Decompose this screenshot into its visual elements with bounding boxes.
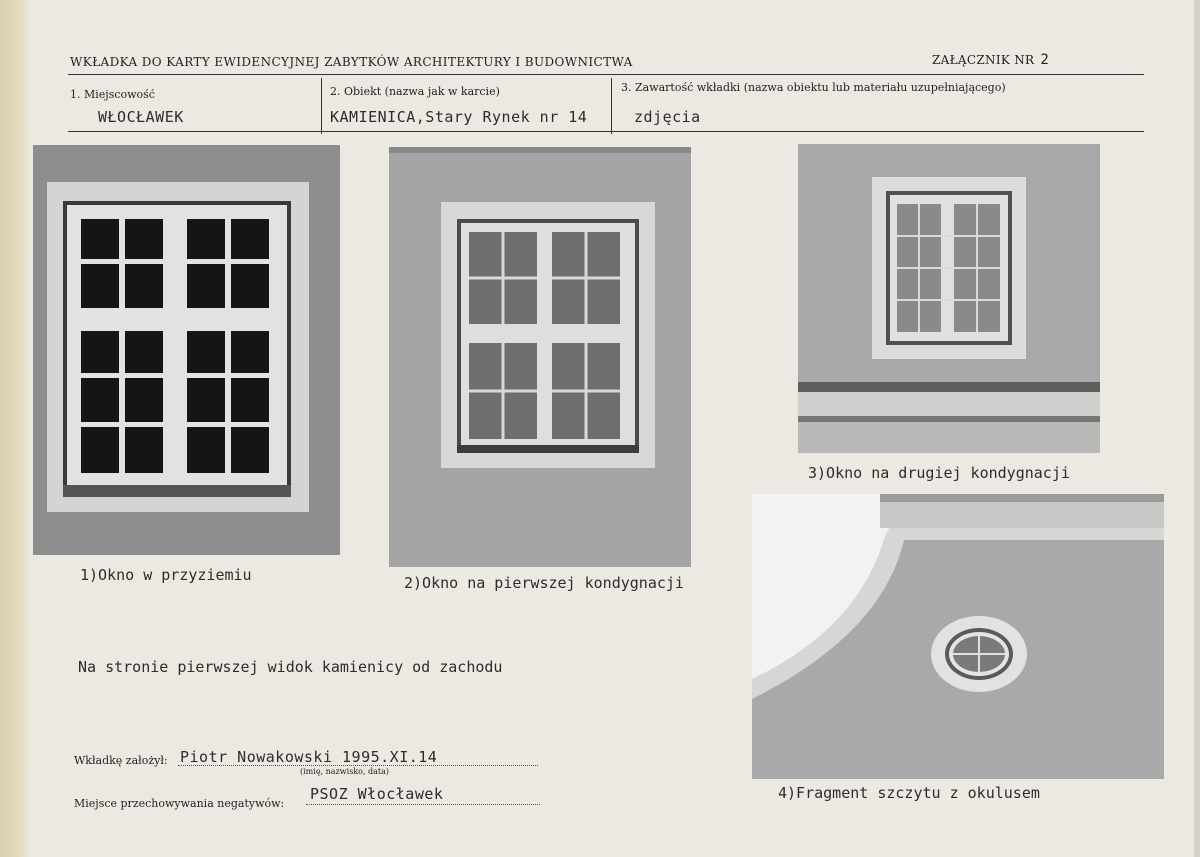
founder-value: Piotr Nowakowski 1995.XI.14 [180, 748, 438, 766]
locality-label: 1. Miejscowość [70, 88, 155, 101]
header-rule-top [68, 74, 1144, 75]
object-label: 2. Obiekt (nazwa jak w karcie) [330, 85, 500, 98]
photo-4-caption: 4)Fragment szczytu z okulusem [778, 784, 1040, 802]
field-divider-1 [321, 78, 322, 134]
object-value: KAMIENICA,Stary Rynek nr 14 [330, 108, 588, 126]
photo-1-ground-floor-window [33, 145, 340, 555]
photo-3-second-floor-window [798, 144, 1100, 453]
content-value: zdjęcia [634, 108, 701, 126]
storage-dotted-line [306, 804, 540, 805]
attachment-label [932, 52, 1049, 68]
header-rule-bottom [68, 131, 1144, 132]
photo-2-caption: 2)Okno na pierwszej kondygnacji [404, 574, 684, 592]
form-title: WKŁADKA DO KARTY EWIDENCYJNEJ ZABYTKÓW ARCHITEKTURY I BUDOWNICTWA [70, 55, 633, 69]
paper-edge-right [1194, 0, 1200, 857]
note-text: Na stronie pierwszej widok kamienicy od zachodu [78, 658, 503, 676]
locality-value: WŁOCŁAWEK [98, 108, 184, 126]
founder-label: Wkładkę założył: [74, 754, 168, 767]
content-label: 3. Zawartość wkładki (nazwa obiektu lub materiału uzupełniającego) [621, 81, 1006, 94]
storage-label: Miejsce przechowywania negatywów: [74, 797, 285, 810]
photo-4-gable-with-oculus [752, 494, 1164, 779]
field-divider-2 [611, 78, 612, 134]
founder-dotted-line [178, 765, 538, 766]
paper-edge [0, 0, 32, 857]
attachment-number: 2 [1040, 52, 1050, 68]
photo-3-caption: 3)Okno na drugiej kondygnacji [808, 464, 1070, 482]
attachment-label-text: ZAŁĄCZNIK NR [932, 53, 1035, 67]
photo-1-caption: 1)Okno w przyziemiu [80, 566, 252, 584]
photo-2-first-floor-window [389, 147, 691, 567]
founder-hint: (imię, nazwisko, data) [300, 767, 390, 776]
storage-value: PSOZ Włocławek [310, 785, 444, 803]
